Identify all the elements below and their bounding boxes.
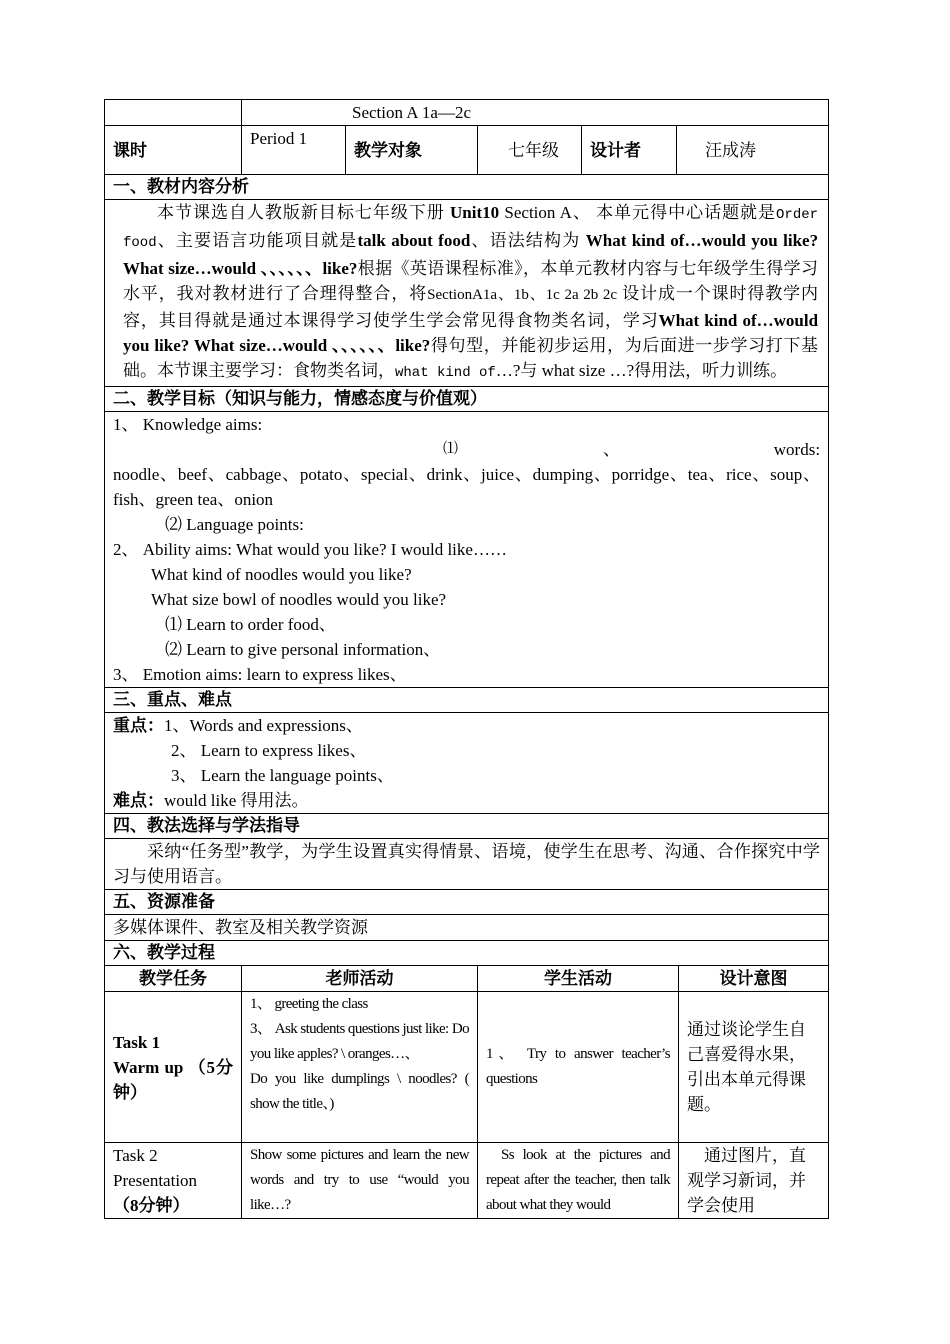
period-value: Period 1 [242,126,346,175]
difficulty-line [113,788,820,813]
task-cell [105,1143,242,1219]
section-6-heading: 六、教学过程 [105,941,829,966]
column-header-teacher: 老师活动 [242,966,478,992]
teacher-activity: 1、 greeting the class [250,996,368,1012]
text: would like 得用法。 [164,791,309,810]
column-header-task: 教学任务 [105,966,242,992]
student-activity-cell: 1、 Try to answer teacher’s questions [478,992,679,1143]
section-2-body-row [105,412,829,688]
audience-value: 七年级 [478,126,582,175]
period-label: 课时 [105,126,242,175]
section-3-heading: 三、重点、难点 [105,688,829,713]
section-title: Section A 1a—2c [242,100,829,126]
section-3-body-row [105,713,829,814]
section-2-body [105,412,829,688]
objective-line: ⑵ Language points: [165,515,304,534]
text-mono: what kind of [395,365,496,381]
key-point-line [113,713,820,738]
section-3-heading-row [105,688,829,713]
section-4-heading: 四、教法选择与学法指导 [105,814,829,839]
text: ⑴ [443,441,459,457]
difficulty-label: 难点： [113,791,164,810]
teacher-activity: 3、 Ask students questions just like: Do you like apples? \ oranges…、 [250,1021,469,1062]
text: 1、Words and expressions、 [164,716,363,735]
task-name: Task 2 [113,1146,158,1165]
text: 、 [603,440,620,459]
section-5-body-row [105,915,829,941]
text: 、语法结构为 [470,231,586,250]
objective-line: 2、 Ability aims: What would you like? I would like…… [113,540,507,559]
section-1-body-row [105,200,829,387]
objective-line: ⑵ Learn to give personal information、 [165,640,441,659]
text: 、主要语言功能项目就是 [156,231,358,250]
text: 得句型，并能初步运用，为后面进一步学习打下基础。本节课主要学习：食物类名词， [123,336,819,380]
objective-line [113,437,820,462]
task-stage: Presentation [113,1171,198,1190]
lesson-plan-table [104,99,829,966]
teacher-activity: Do you like dumplings \ noodles? ( show the title、) [250,1071,469,1112]
empty-cell [105,100,242,126]
task-stage: Warm up （5分钟） [113,1057,233,1102]
text-bold: What kind of…would you like? What size…would 、、、、、、like? [123,311,819,355]
task-cell [105,992,242,1143]
key-point-line: 2、 Learn to express likes、 [171,741,367,760]
text-bold: What kind of…would you like? What size…would 、、、、、、like? [123,231,819,278]
header-row-title [105,100,829,126]
objective-words: noodle、beef、cabbage、potato、special、drink、juice、dumping、porridge、tea、rice、soup、fish、green tea、onion [113,465,821,509]
section-6-heading-row [105,941,829,966]
text: words: [773,440,821,459]
table-row [105,1143,829,1219]
text: 设计成一个课时得教学内容，其目得就是通过本课得学习使学生学会常见得食物类名词，学习 [123,284,819,330]
objective-line: What size bowl of noodles would you like? [151,590,447,609]
column-header-student: 学生活动 [478,966,679,992]
task-duration: （8分钟） [113,1196,190,1215]
text: …?与 what size …?得用法，听力训练。 [495,361,788,380]
section-4-body-row [105,839,829,890]
process-header-row [105,966,829,992]
section-2-heading-row [105,387,829,412]
text-bold: Unit10 [450,203,500,222]
section-4-heading-row [105,814,829,839]
teacher-activity-cell [242,992,478,1143]
objective-line: 3、 Emotion aims: learn to express likes、 [113,665,407,684]
section-4-body: 采纳“任务型”教学，为学生设置真实得情景、语境，使学生在思考、沟通、合作探究中学习与使用语言。 [105,839,829,890]
audience-label: 教学对象 [346,126,478,175]
section-1-heading: 一、教材内容分析 [105,175,829,200]
section-2-heading: 二、教学目标（知识与能力，情感态度与价值观） [105,387,829,412]
text: Section A、 本单元得中心话题就是 [499,203,777,222]
section-5-body: 多媒体课件、教室及相关教学资源 [105,915,829,941]
column-header-intent: 设计意图 [679,966,829,992]
table-row [105,992,829,1143]
objective-line: 1、 Knowledge aims: [113,415,263,434]
section-5-heading-row [105,890,829,915]
text: 本节课选自人教版新目标七年级下册 [157,203,451,222]
teaching-process-table [104,965,829,1219]
text-mono: Order food [123,207,819,251]
objective-line: ⑴ Learn to order food、 [165,615,336,634]
section-5-heading: 五、资源准备 [105,890,829,915]
key-label: 重点： [113,716,164,735]
header-row-meta [105,126,829,175]
section-3-body [105,713,829,814]
task-name: Task 1 [113,1032,161,1052]
student-activity-cell: Ss look at the pictures and repeat after the teacher, then talk about what they would [478,1143,679,1219]
design-intent-cell: 通过谈论学生自己喜爱得水果，引出本单元得课题。 [679,992,829,1143]
section-1-heading-row [105,175,829,200]
text: 根据《英语课程标准》，本单元教材内容与七年级学生得学习水平，我对教材进行了合理得整合，将 [123,259,819,303]
key-point-line: 3、 Learn the language points、 [171,766,394,785]
designer-label: 设计者 [582,126,677,175]
design-intent-cell: 通过图片，直观学习新词，并学会使用 [679,1143,829,1219]
text-bold: talk about food [357,231,471,250]
objective-line: What kind of noodles would you like? [151,565,412,584]
text-small: SectionA1a、1b、1c 2a 2b 2c [427,287,618,303]
teacher-activity-cell: Show some pictures and learn the new words and try to use “would you like…? [242,1143,478,1219]
section-1-paragraph [105,200,829,387]
designer-value: 汪成涛 [677,126,829,175]
lesson-plan-document [104,99,828,1219]
